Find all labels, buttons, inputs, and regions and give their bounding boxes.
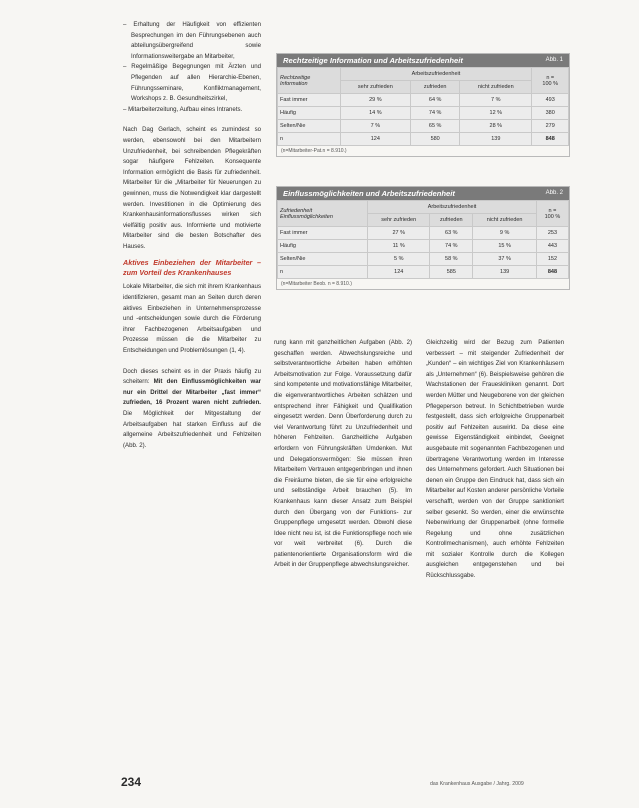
- group-header: Arbeitszufriedenheit: [368, 201, 537, 214]
- page-number: 234: [121, 775, 142, 789]
- table-note: (n=Mitarbeiter-Pat.n = 8.910.): [277, 146, 569, 156]
- table-information: [276, 53, 570, 157]
- table-title-text: Einflussmöglichkeiten und Arbeitszufriedenheit: [283, 189, 455, 198]
- column-header: sehr zufrieden: [340, 81, 411, 94]
- paragraph: Doch dieses scheint es in der Praxis häufig zu scheitern: Mit den Einflussmöglichkeiten war nur ein Drittel der Mitarbeiter „fast immer“ zufrieden, 16 Prozent waren nicht zufrieden. Die Möglichkeit der Mitgestaltung der Arbeitsaufgaben hat starken Einfluss auf die allgemeine Arbeitszufriedenheit und Fehlzeiten (Abb. 2).: [123, 367, 261, 449]
- column-header: nicht zufrieden: [473, 214, 537, 227]
- table-row: Selten/Nie 5 % 58 % 37 % 152: [278, 253, 569, 266]
- bullet-item: – Regelmäßige Begegnungen mit Ärzten und Pflegenden auf allen Hierarchie-Ebenen, Führungsseminare, Konfliktmanagement, Workshops z. B. Gesundheitszirkel,: [123, 63, 261, 103]
- data-table: [277, 200, 569, 279]
- text-column-left: [123, 20, 261, 451]
- table-row: Fast immer 27 % 63 % 9 % 253: [278, 227, 569, 240]
- paragraph: Lokale Mitarbeiter, die sich mit ihrem Krankenhaus identifizieren, gesamt man an Seiten durch deren aktives Einbeziehen in Unternehmensprozesse und -entscheidungen sowie durch die Förderung ihrer Fachbezogenen Arbeitsaufgaben und Prozesse müssen die die Mitarbeiter zu Entscheidungen und Problemlösungen (1, 4).: [123, 283, 261, 355]
- column-header: zufrieden: [411, 81, 460, 94]
- text-column-right: [426, 338, 564, 582]
- table-title: [277, 54, 569, 67]
- paragraph: Nach Dag Gerlach, scheint es zumindest so werden, ebensowohl bei den Mitarbeitern Unzufriedenheit, bei schreibenden Pflegekräften sogar häufigere Fehlzeiten. Konsequente Information ermöglicht die Basis für zufriedenheit. Mitarbeiter für die „Mitarbeiter für Neuerungen zu gewinnen, muss die Notwendigkeit klar dargestellt werden. Investitionen in die Optimierung des Krankenhausinformationsflusses wirken sich vielfältig positiv aus. Informierte und motivierte Mitarbeiter sind die besten Botschafter des Hauses.: [123, 126, 261, 250]
- table-row-total: n 124 580 139 848: [278, 133, 569, 146]
- figure-tag: Abb. 1: [545, 57, 563, 63]
- table-influence: [276, 186, 570, 290]
- n-header: n = 100 %: [532, 68, 569, 94]
- paragraph: rung kann mit ganzheitlichen Aufgaben (Abb. 2) geschaffen werden. Abwechslungsreiche und selbstverantwortliche Arbeiten haben erhöhten Arbeitsmotivation zur Folge. Voraussetzung dafür sind kompetente und motivationsfähige Mitarbeiter, die eigenverantwortliches Arbeiten schätzen und entsprechend ihrer Fähigkeit und Qualifikation eingesetzt werden. Denn Überforderung durch zu viel Verantwortung führt zu Unzufriedenheit und höheren Fehlzeiten. Ganzheitliche Aufgaben erfordern von Führungskräften Umdenken. Mut und Delegationsvermögen: Sie müssen ihren Mitarbeitern Vertrauen entgegenbringen und ihnen die Freiräume bieten, die sie für eine erfolgreiche und selbständige Arbeit brauchen (5). Im Krankenhaus kann dieser Ansatz zum Beispiel durch den Übergang von der Funktions- zur Gruppenpflege umgesetzt werden. Obwohl diese Idee nicht neu ist, ist die Funktionspflege noch wie vor weit verbreitet (6). Durch die patientenorientierte Organisationsform wird die Arbeit in der Gruppenpflege abwechslungsreicher.: [274, 339, 412, 569]
- column-header: sehr zufrieden: [368, 214, 430, 227]
- table-row: Selten/Nie 7 % 65 % 28 % 279: [278, 120, 569, 133]
- n-header: n = 100 %: [536, 201, 568, 227]
- bullet-item: – Erhaltung der Häufigkeit von effizienten Besprechungen im den Führungsebenen auch abteilungsübergreifend sowie Informationsweitergabe an Mitarbeiter,: [123, 21, 261, 60]
- table-row: Häufig 14 % 74 % 12 % 380: [278, 107, 569, 120]
- table-title-text: Rechtzeitige Information und Arbeitszufriedenheit: [283, 56, 463, 65]
- paragraph: Gleichzeitig wird der Bezug zum Patienten verbessert – mit steigender Zufriedenheit der „Kunden“ – ein wichtiges Ziel von Krankenhäusern als „Unternehmen“ (6). Beispielsweise gehören die Wachstationen der Fraueskliniken genannt. Dort werden Mütter und Neugeborene von der gleichen Pflegeperson betreut. In Schichtbetrieben wurde festgestellt, dass sich erfolgreiche Gruppenarbeit positiv auf Fehlzeiten auswirkt. Da diese eine gewisse Eigenständigkeit einbindet, Geeignet ausgebaute mit sogenannten Fachbezogenen und übertragene Verantwortung werden im Interesse des Unternehmens gefordert. Auch Situationen bei denen ein Gruppe den Eindruck hat, dass sich ein Mitarbeiter auf Kosten anderer persönliche Vorteile verschafft, werden von der Gruppe sanktioniert selber gesenkt. So werden, einer die erwünschte Nebenwirkung der Gruppenarbeit (ohne formelle Regelung und ohne zusätzlichen Kontrollmechanismen), auch erhöhte Fehlzeiten mit sozialer Kontrolle durch die Kollegen ausgleichen entgegenstehen und bei Rückschlussgabe.: [426, 339, 564, 580]
- column-header: nicht zufrieden: [460, 81, 532, 94]
- section-heading: Aktives Einbeziehen der Mitarbeiter – zum Vorteil des Krankenhauses: [123, 258, 261, 278]
- bullet-item: – Mitarbeiterzeitung, Aufbau eines Intranets.: [123, 105, 243, 113]
- figure-tag: Abb. 2: [545, 190, 563, 196]
- column-header: zufrieden: [430, 214, 473, 227]
- table-note: (n=Mitarbeiter Beob. n = 8.910.): [277, 279, 569, 289]
- group-header: Arbeitszufriedenheit: [340, 68, 532, 81]
- text-column-middle: [274, 338, 412, 571]
- table-row: Fast immer 29 % 64 % 7 % 493: [278, 94, 569, 107]
- row-header: Rechtzeitige Information: [278, 68, 341, 94]
- row-header: Zufriedenheit Einflussmöglichkeiten: [278, 201, 368, 227]
- table-row-total: n 124 585 139 848: [278, 266, 569, 279]
- table-title: [277, 187, 569, 200]
- footer-source: das Krankenhaus Ausgabe / Jahrg. 2009: [430, 781, 524, 787]
- data-table: [277, 67, 569, 146]
- table-row: Häufig 11 % 74 % 15 % 443: [278, 240, 569, 253]
